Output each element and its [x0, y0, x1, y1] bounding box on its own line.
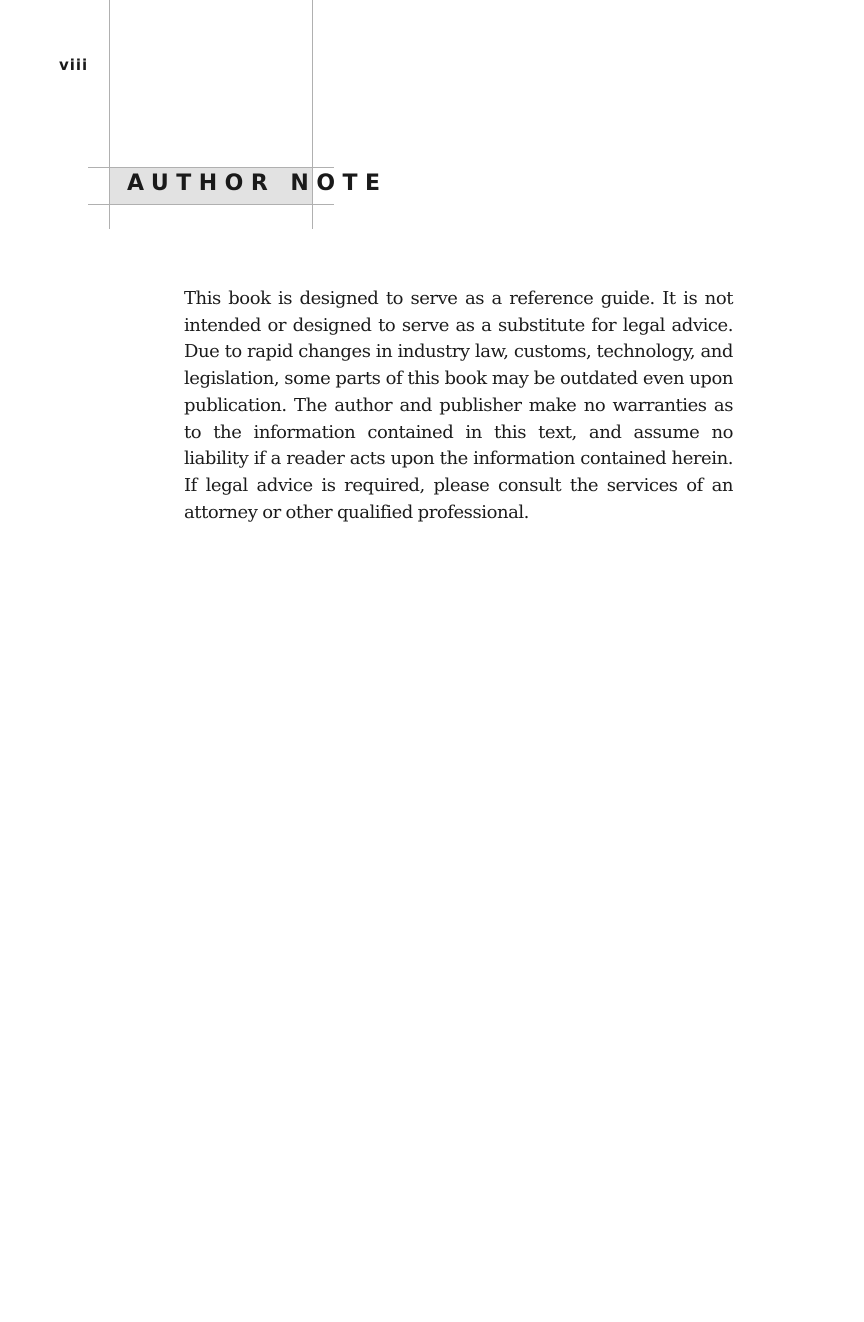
page-number: viii	[59, 56, 89, 74]
frame-horizontal-line-bottom	[88, 204, 334, 205]
frame-horizontal-line-top	[88, 167, 334, 168]
author-note-paragraph: This book is designed to serve as a reference guide. It is not intended or designed to serve as a substitute for legal advice. Due to rapid changes in industry law, customs, technology, and legislation, some parts of this book may be outdated even upon publication. The author and publisher make no warranties as to the information contained in this text, and assume no liability if a reader acts upon the information contained herein. If legal advice is required, please consult the services of an attorney or other qualified professional.	[184, 288, 733, 523]
section-title: AUTHOR NOTE	[127, 171, 388, 196]
